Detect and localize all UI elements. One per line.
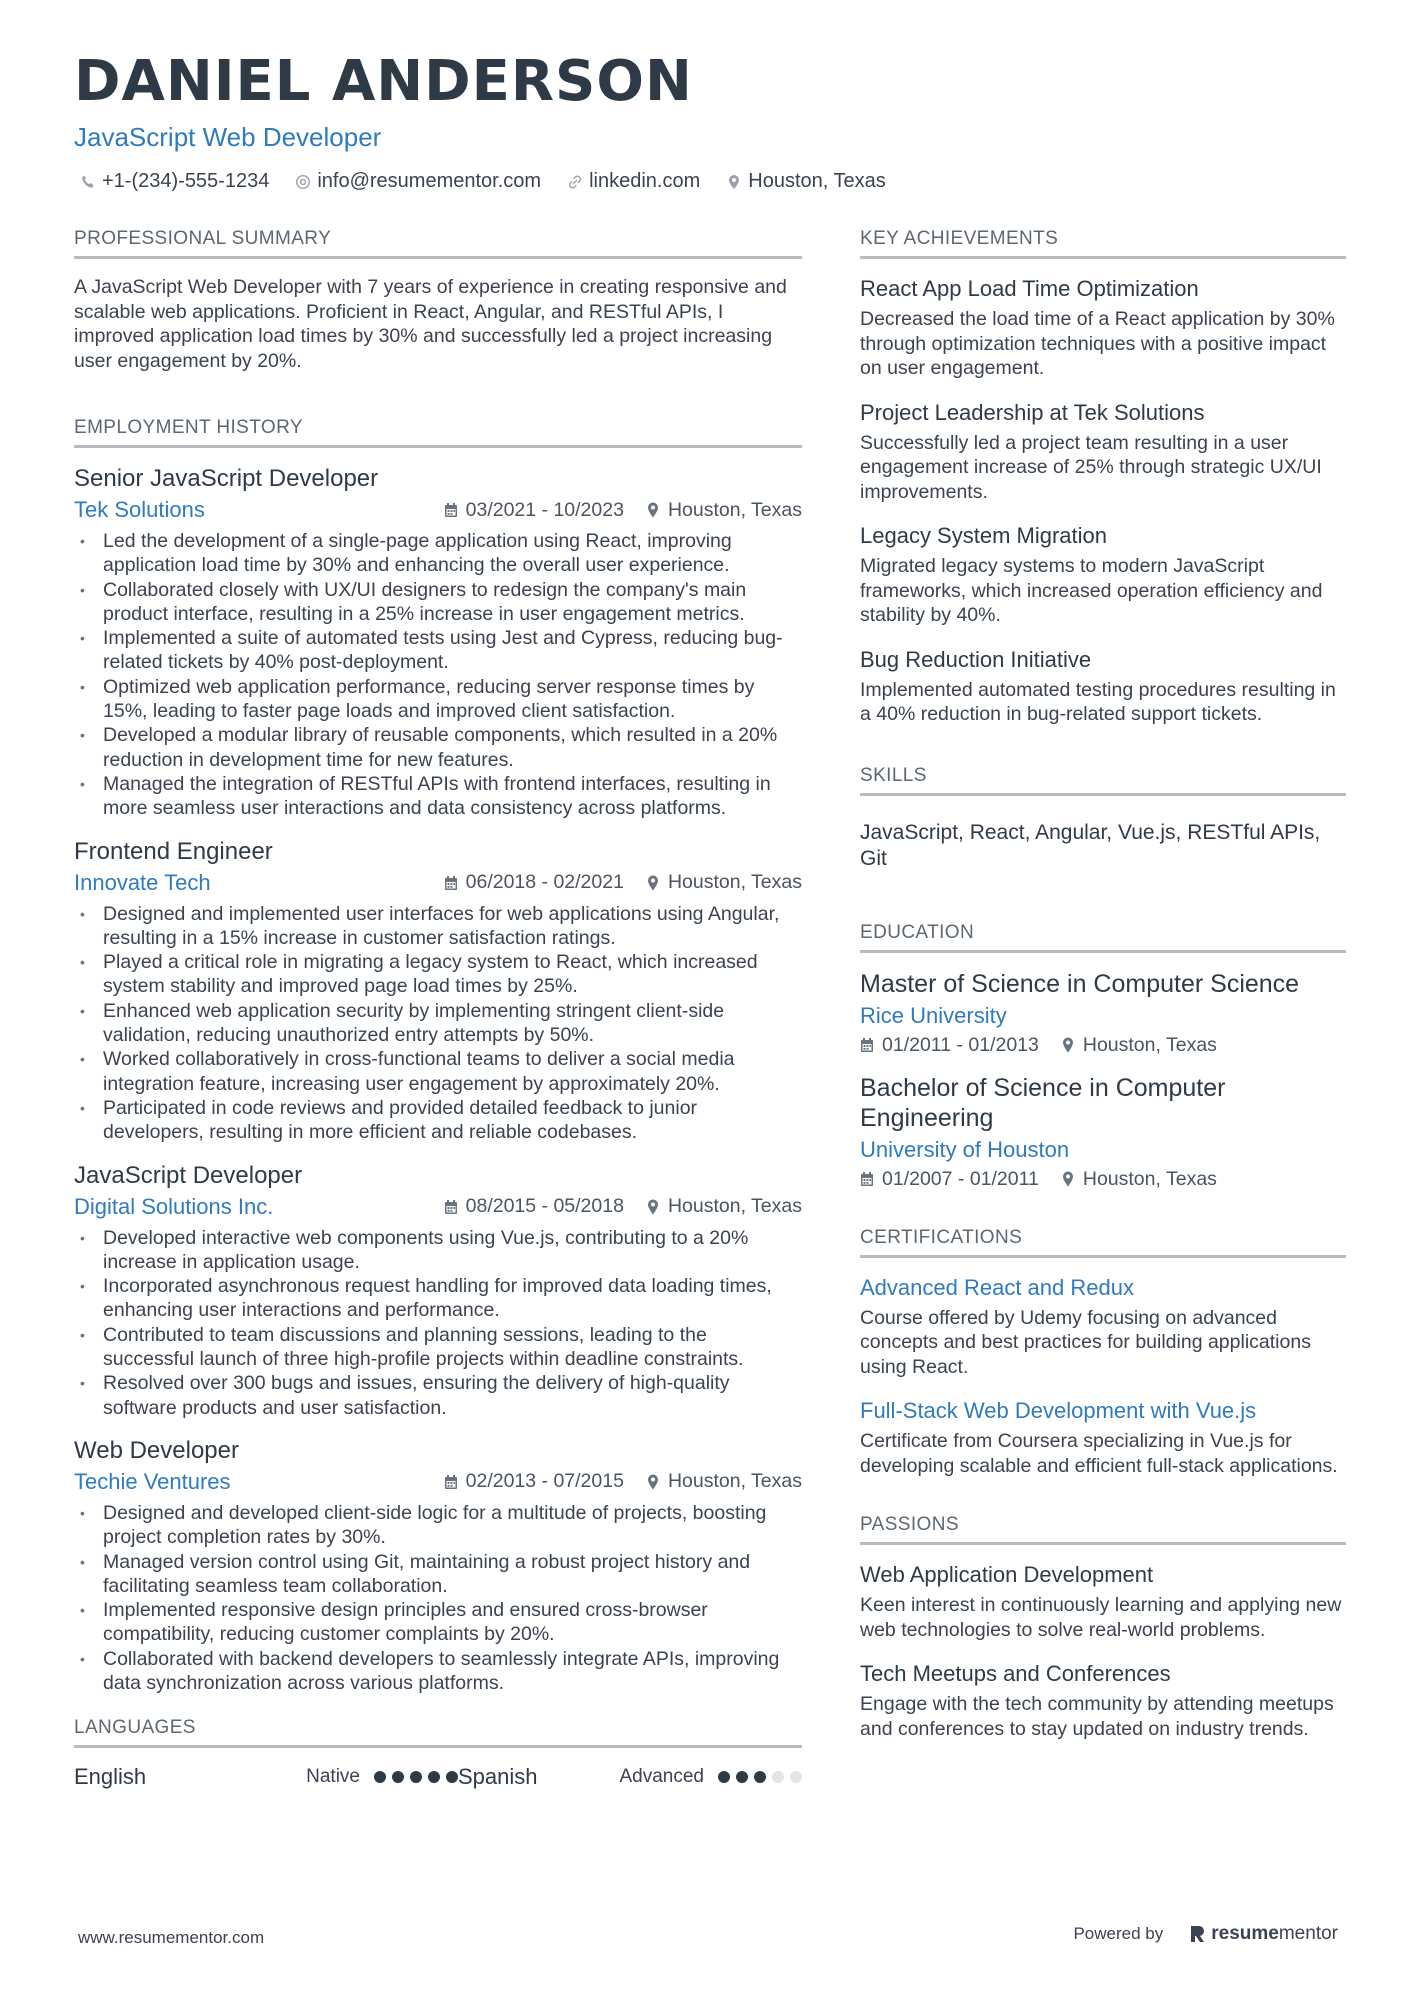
job-entry bbox=[74, 464, 802, 821]
contact-linkedin[interactable] bbox=[567, 170, 700, 193]
candidate-name: DANIEL ANDERSON bbox=[74, 49, 693, 114]
achievement-desc: Implemented automated testing procedures resulting in a 40% reduction in bug-related support tickets. bbox=[860, 678, 1336, 725]
meta-text: Houston, Texas bbox=[667, 1195, 802, 1218]
rating-dot bbox=[374, 1771, 386, 1783]
job-dates-location bbox=[444, 871, 802, 894]
rating-dot bbox=[410, 1771, 422, 1783]
location-pin-icon bbox=[1061, 1037, 1075, 1053]
job-meta bbox=[74, 497, 802, 523]
education-item bbox=[860, 1073, 1346, 1191]
job-entry bbox=[74, 1161, 802, 1420]
bullet-item: • Played a critical role in migrating a legacy system to React, which increased system stability and improved page load times by 25%. bbox=[74, 950, 802, 999]
brand-bold: resume bbox=[1211, 1923, 1279, 1944]
achievement-desc: Successfully led a project team resulting in a user engagement increase of 25% through strategic UX/UI improvements. bbox=[860, 431, 1322, 503]
footer-website[interactable]: www.resumementor.com bbox=[78, 1928, 265, 1947]
certifications-heading: CERTIFICATIONS bbox=[860, 1227, 1346, 1258]
bullet-item: • Resolved over 300 bugs and issues, ensuring the delivery of high-quality software products and user satisfaction. bbox=[74, 1371, 802, 1420]
job-entry bbox=[74, 837, 802, 1145]
meta-text: 02/2013 - 07/2015 bbox=[465, 1470, 624, 1493]
education-meta bbox=[860, 1034, 1346, 1057]
at-icon bbox=[295, 174, 311, 190]
location-pin-icon bbox=[726, 174, 742, 190]
language-item bbox=[74, 1764, 458, 1790]
rating-dot bbox=[718, 1771, 730, 1783]
achievement-title: React App Load Time Optimization bbox=[860, 276, 1199, 301]
calendar bbox=[444, 499, 624, 522]
passion-item bbox=[860, 1660, 1346, 1741]
education-list bbox=[860, 969, 1346, 1191]
education-item bbox=[860, 969, 1346, 1057]
job-title: Web Developer bbox=[74, 1436, 239, 1464]
meta-text: 01/2011 - 01/2013 bbox=[882, 1033, 1039, 1056]
bullet-item: • Collaborated closely with UX/UI designers to redesign the company's main product interface, resulting in a 25% increase in user engagement metrics. bbox=[74, 578, 802, 627]
bullet-item: • Implemented a suite of automated tests using Jest and Cypress, reducing bug-related tickets by 40% post-deployment. bbox=[74, 626, 802, 675]
location-pin-icon bbox=[646, 1474, 660, 1490]
achievement-title: Project Leadership at Tek Solutions bbox=[860, 399, 1205, 425]
language-rating bbox=[718, 1771, 802, 1783]
achievement-title: Legacy System Migration bbox=[860, 523, 1107, 548]
certification-desc: Certificate from Coursera specializing in Vue.js for developing scalable and efficient full-stack applications. bbox=[860, 1430, 1338, 1477]
school-name[interactable]: Rice University bbox=[860, 1002, 1007, 1028]
language-item bbox=[458, 1764, 802, 1790]
job-title: JavaScript Developer bbox=[74, 1161, 303, 1189]
left-column bbox=[74, 228, 802, 1790]
meta-text: Houston, Texas bbox=[1082, 1167, 1217, 1190]
summary-text: A JavaScript Web Developer with 7 years of experience in creating responsive and scalable web applications. Proficient in React, Angular, and RESTful APIs, I improved application load times by 30% and successfully led a project increasing user engagement by 20%. bbox=[74, 276, 787, 372]
location-pin bbox=[646, 499, 802, 522]
job-title: Senior JavaScript Developer bbox=[74, 465, 379, 492]
contact-location bbox=[726, 170, 886, 193]
bullet-item: • Optimized web application performance, reducing server response times by 15%, leading to faster page loads and improved client satisfaction. bbox=[74, 675, 802, 724]
bullet-item: • Collaborated with backend developers to seamlessly integrate APIs, improving data synchronization across various platforms. bbox=[74, 1647, 802, 1696]
meta-text: Houston, Texas bbox=[667, 498, 802, 521]
company-name[interactable]: Digital Solutions Inc. bbox=[74, 1193, 274, 1219]
certification-desc: Course offered by Udemy focusing on advanced concepts and best practices for building applications using React. bbox=[860, 1306, 1311, 1378]
meta-text: 01/2007 - 01/2011 bbox=[882, 1167, 1039, 1190]
contact-email[interactable] bbox=[295, 170, 541, 193]
job-meta bbox=[74, 870, 802, 896]
location-pin-icon bbox=[646, 1199, 660, 1215]
location-pin bbox=[1061, 1168, 1217, 1191]
achievement-item bbox=[860, 399, 1346, 505]
bullet-item: • Managed version control using Git, maintaining a robust project history and facilitating seamless team collaboration. bbox=[74, 1550, 802, 1599]
resumementor-logo-icon bbox=[1189, 1924, 1207, 1944]
certification-title[interactable]: Advanced React and Redux bbox=[860, 1274, 1134, 1300]
powered-by-text: Powered by bbox=[1073, 1924, 1164, 1943]
bullet-item: • Worked collaboratively in cross-functional teams to deliver a social media integration feature, increasing user engagement by approximately 20%. bbox=[74, 1047, 802, 1096]
calendar-icon bbox=[444, 1199, 458, 1215]
right-column bbox=[860, 228, 1346, 1759]
job-title: Frontend Engineer bbox=[74, 837, 273, 865]
company-name[interactable]: Techie Ventures bbox=[74, 1468, 231, 1494]
rating-dot bbox=[736, 1771, 748, 1783]
passion-item bbox=[860, 1561, 1346, 1642]
job-dates-location bbox=[444, 1195, 802, 1218]
contact-email-text: info@resumementor.com bbox=[317, 170, 542, 192]
language-name: English bbox=[74, 1764, 147, 1790]
bullet-item: • Incorporated asynchronous request handling for improved data loading times, enhancing user interactions and performance. bbox=[74, 1274, 802, 1323]
company-name[interactable]: Tek Solutions bbox=[74, 497, 205, 522]
contact-phone-text: +1-(234)-555-1234 bbox=[102, 170, 270, 192]
language-rating bbox=[374, 1771, 458, 1783]
bullet-item: • Developed interactive web components using Vue.js, contributing to a 20% increase in application usage. bbox=[74, 1226, 802, 1275]
footer-branding bbox=[1073, 1923, 1338, 1945]
passions-heading: PASSIONS bbox=[860, 1514, 1346, 1545]
skills-heading: SKILLS bbox=[860, 765, 1346, 796]
rating-dot bbox=[446, 1771, 458, 1783]
degree-title: Master of Science in Computer Science bbox=[860, 969, 1300, 998]
calendar-icon bbox=[860, 1037, 874, 1053]
calendar bbox=[860, 1034, 1039, 1057]
language-name: Spanish bbox=[458, 1764, 538, 1790]
calendar-icon bbox=[444, 502, 458, 518]
calendar-icon bbox=[444, 875, 458, 891]
achievements-list bbox=[860, 275, 1346, 727]
job-bullets bbox=[74, 902, 802, 1145]
languages-list bbox=[74, 1764, 802, 1790]
job-dates-location bbox=[444, 499, 802, 522]
achievements-heading: KEY ACHIEVEMENTS bbox=[860, 228, 1346, 259]
location-pin-icon bbox=[646, 502, 660, 518]
job-dates-location bbox=[444, 1470, 802, 1493]
job-role: JavaScript Web Developer bbox=[74, 122, 382, 152]
phone-icon bbox=[80, 174, 96, 190]
job-meta bbox=[74, 1194, 802, 1220]
brand-logo[interactable] bbox=[1189, 1923, 1338, 1945]
company-name[interactable]: Innovate Tech bbox=[74, 869, 211, 895]
school-name[interactable]: University of Houston bbox=[860, 1136, 1070, 1162]
passions-list bbox=[860, 1561, 1346, 1741]
bullet-item: • Enhanced web application security by implementing stringent client-side validation, reducing unauthorized entry attempts by 50%. bbox=[74, 999, 802, 1048]
location-pin-icon bbox=[1061, 1171, 1075, 1187]
contact-bar bbox=[80, 170, 886, 193]
language-level: Native bbox=[306, 1766, 360, 1788]
rating-dot bbox=[392, 1771, 404, 1783]
bullet-item: • Designed and implemented user interfaces for web applications using Angular, resulting in a 15% increase in customer satisfaction ratings. bbox=[74, 902, 802, 951]
meta-text: 06/2018 - 02/2021 bbox=[465, 871, 624, 894]
rating-dot bbox=[790, 1771, 802, 1783]
achievement-item bbox=[860, 522, 1346, 628]
education-meta bbox=[860, 1168, 1346, 1191]
achievement-desc: Decreased the load time of a React application by 30% through optimization techniques with a positive impact on user engagement. bbox=[860, 308, 1335, 379]
certification-title[interactable]: Full-Stack Web Development with Vue.js bbox=[860, 1398, 1257, 1423]
languages-heading: LANGUAGES bbox=[74, 1717, 802, 1748]
calendar bbox=[860, 1168, 1039, 1191]
calendar-icon bbox=[860, 1171, 874, 1187]
achievement-title: Bug Reduction Initiative bbox=[860, 646, 1092, 672]
location-pin-icon bbox=[646, 875, 660, 891]
achievement-desc: Migrated legacy systems to modern JavaScript frameworks, which increased operation efficiency and stability by 40%. bbox=[860, 555, 1323, 626]
brand-rest: mentor bbox=[1278, 1923, 1338, 1944]
summary-heading: PROFESSIONAL SUMMARY bbox=[74, 228, 802, 259]
employment-list bbox=[74, 464, 802, 1695]
bullet-item: • Participated in code reviews and provided detailed feedback to junior developers, resulting in more efficient and reliable codebases. bbox=[74, 1096, 802, 1145]
meta-text: 08/2015 - 05/2018 bbox=[465, 1195, 624, 1218]
location-pin bbox=[646, 1470, 802, 1493]
job-entry bbox=[74, 1436, 802, 1695]
bullet-item: • Managed the integration of RESTful APIs with frontend interfaces, resulting in more seamless user interactions and data consistency across platforms. bbox=[74, 772, 802, 821]
passion-desc: Keen interest in continuously learning and applying new web technologies to solve real-world problems. bbox=[860, 1594, 1342, 1641]
bullet-item: • Implemented responsive design principles and ensured cross-browser compatibility, reducing customer complaints by 20%. bbox=[74, 1598, 802, 1647]
language-level: Advanced bbox=[619, 1766, 704, 1788]
achievement-item bbox=[860, 275, 1346, 381]
location-pin bbox=[646, 1195, 802, 1218]
contact-location-text: Houston, Texas bbox=[748, 170, 886, 192]
link-icon bbox=[567, 174, 583, 190]
skills-text: JavaScript, React, Angular, Vue.js, RESTful APIs, Git bbox=[860, 820, 1321, 870]
job-bullets bbox=[74, 1501, 802, 1695]
bullet-item: • Developed a modular library of reusable components, which resulted in a 20% reduction in development time for new features. bbox=[74, 723, 802, 772]
meta-text: Houston, Texas bbox=[667, 871, 802, 894]
rating-dot bbox=[754, 1771, 766, 1783]
employment-heading: EMPLOYMENT HISTORY bbox=[74, 417, 802, 448]
bullet-item: • Led the development of a single-page application using React, improving application load time by 30% and enhancing the overall user experience. bbox=[74, 529, 802, 578]
passion-desc: Engage with the tech community by attending meetups and conferences to stay updated on industry trends. bbox=[860, 1693, 1334, 1740]
rating-dot bbox=[772, 1771, 784, 1783]
calendar bbox=[444, 1195, 624, 1218]
contact-linkedin-text: linkedin.com bbox=[589, 170, 701, 192]
certifications-list bbox=[860, 1274, 1346, 1479]
calendar-icon bbox=[444, 1474, 458, 1490]
job-meta bbox=[74, 1469, 802, 1495]
education-heading: EDUCATION bbox=[860, 922, 1346, 953]
passion-title: Web Application Development bbox=[860, 1562, 1154, 1587]
degree-title: Bachelor of Science in Computer Engineering bbox=[860, 1073, 1226, 1132]
location-pin bbox=[646, 871, 802, 894]
job-bullets bbox=[74, 529, 802, 821]
calendar bbox=[444, 871, 624, 894]
bullet-item: • Designed and developed client-side logic for a multitude of projects, boosting project completion rates by 30%. bbox=[74, 1501, 802, 1550]
contact-phone[interactable] bbox=[80, 170, 269, 193]
location-pin bbox=[1061, 1034, 1217, 1057]
meta-text: Houston, Texas bbox=[1082, 1033, 1217, 1056]
meta-text: Houston, Texas bbox=[667, 1470, 802, 1493]
calendar bbox=[444, 1470, 624, 1493]
job-bullets bbox=[74, 1226, 802, 1420]
passion-title: Tech Meetups and Conferences bbox=[860, 1661, 1171, 1686]
achievement-item bbox=[860, 646, 1346, 727]
rating-dot bbox=[428, 1771, 440, 1783]
meta-text: 03/2021 - 10/2023 bbox=[465, 498, 624, 521]
bullet-item: • Contributed to team discussions and planning sessions, leading to the successful launch of three high-profile projects within deadline constraints. bbox=[74, 1323, 802, 1372]
